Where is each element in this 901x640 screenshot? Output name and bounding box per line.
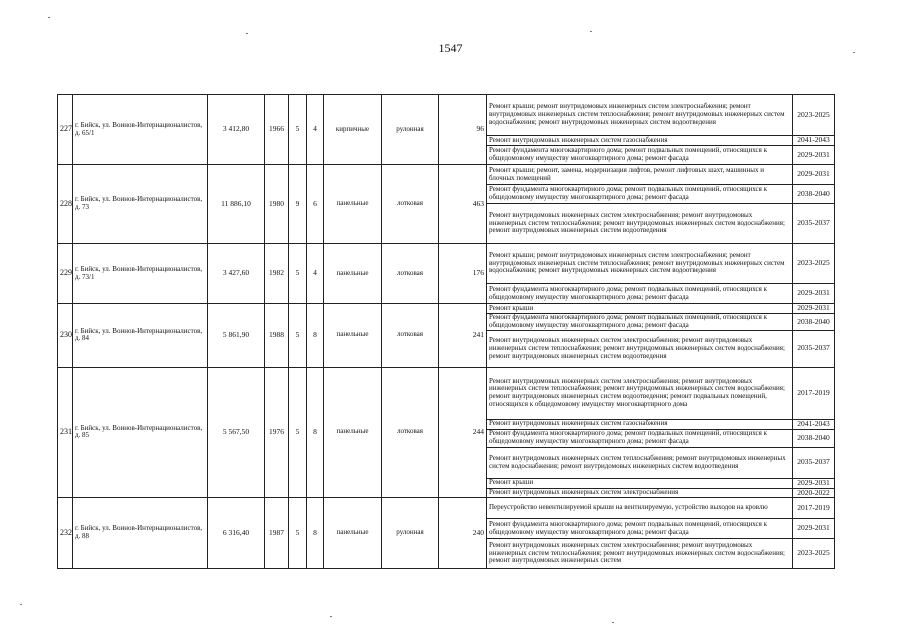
work-period-cell: 2029-2031: [793, 304, 835, 314]
table-row: [58, 304, 835, 314]
work-description-cell: Ремонт внутридомовых инженерных систем газоснабжения: [487, 419, 793, 429]
build-year-cell: 1966: [265, 95, 289, 165]
wall-material-cell: панельные: [324, 244, 382, 304]
work-period-cell: 2038-2040: [793, 314, 835, 331]
address-cell: г. Бийск, ул. Воинов-Интернационалистов, д. 65/1: [73, 95, 208, 165]
wall-material-cell: панельные: [324, 498, 382, 569]
apartments-cell: 240: [439, 498, 487, 569]
apartments-cell: 96: [439, 95, 487, 165]
table-row: [58, 244, 835, 284]
total-area-cell: 5 861,90: [208, 304, 265, 368]
roof-type-cell: лотковая: [382, 165, 439, 244]
apartments-cell: 176: [439, 244, 487, 304]
build-year-cell: 1976: [265, 367, 289, 497]
total-area-cell: 3 427,60: [208, 244, 265, 304]
total-area-cell: 5 567,50: [208, 367, 265, 497]
work-description-cell: Ремонт внутридомовых инженерных систем электроснабжения; ремонт внутридомовых инженерных систем теплоснабжения; ремонт внутридомовых инженерных систем водоснабжения; ремонт внутридомовых инженерных систем водоотведения: [487, 204, 793, 244]
housing-register-table: [57, 94, 835, 569]
work-period-cell: 2029-2031: [793, 146, 835, 165]
work-period-cell: 2035-2037: [793, 330, 835, 367]
address-cell: г. Бийск, ул. Воинов-Интернационалистов, д. 88: [73, 498, 208, 569]
work-description-cell: Ремонт фундамента многоквартирного дома; ремонт подвальных помещений, относящихся к общедомовому имуществу многоквартирного дома; ремонт фасада: [487, 146, 793, 165]
build-year-cell: 1982: [265, 244, 289, 304]
total-area-cell: 3 412,80: [208, 95, 265, 165]
floors-cell: 5: [289, 244, 307, 304]
row-number-cell: 231: [58, 367, 73, 497]
work-description-cell: Ремонт фундамента многоквартирного дома; ремонт подвальных помещений, относящихся к общедомовому имуществу многоквартирного дома; ремонт фасада: [487, 519, 793, 539]
work-description-cell: Ремонт крыши; ремонт, замена, модернизация лифтов, ремонт лифтовых шахт, машинных и блочных помещений: [487, 165, 793, 185]
floors-cell: 5: [289, 367, 307, 497]
work-period-cell: 2017-2019: [793, 367, 835, 419]
row-number-cell: 227: [58, 95, 73, 165]
roof-type-cell: рулонная: [382, 95, 439, 165]
work-period-cell: 2023-2025: [793, 244, 835, 284]
address-cell: г. Бийск, ул. Воинов-Интернационалистов, д. 84: [73, 304, 208, 368]
build-year-cell: 1980: [265, 165, 289, 244]
work-period-cell: 2029-2031: [793, 284, 835, 304]
work-description-cell: Ремонт внутридомовых инженерных систем электроснабжения; ремонт внутридомовых инженерных систем теплоснабжения; ремонт внутридомовых инженерных систем водоснабжения; ремонт внутридомовых инженерных систем водоотведения: [487, 330, 793, 367]
work-period-cell: 2038-2040: [793, 185, 835, 204]
wall-material-cell: панельные: [324, 304, 382, 368]
address-cell: г. Бийск, ул. Воинов-Интернационалистов, д. 73/1: [73, 244, 208, 304]
address-cell: г. Бийск, ул. Воинов-Интернационалистов, д. 73: [73, 165, 208, 244]
roof-type-cell: рулонная: [382, 498, 439, 569]
row-number-cell: 229: [58, 244, 73, 304]
work-description-cell: Ремонт фундамента многоквартирного дома; ремонт подвальных помещений, относящихся к общедомовому имуществу многоквартирного дома; ремонт фасада: [487, 185, 793, 204]
work-period-cell: 2029-2031: [793, 478, 835, 488]
apartments-cell: 241: [439, 304, 487, 368]
work-description-cell: Ремонт фундамента многоквартирного дома; ремонт подвальных помещений, относящихся к общедомовому имуществу многоквартирного дома; ремонт фасада: [487, 284, 793, 304]
work-description-cell: Ремонт крыши: [487, 304, 793, 314]
work-period-cell: 2017-2019: [793, 498, 835, 519]
work-description-cell: Ремонт внутридомовых инженерных систем электроснабжения: [487, 488, 793, 497]
wall-material-cell: панельные: [324, 165, 382, 244]
floors-cell: 5: [289, 95, 307, 165]
roof-type-cell: лотковая: [382, 304, 439, 368]
total-area-cell: 6 316,40: [208, 498, 265, 569]
work-description-cell: Переустройство невентилируемой крыши на вентилируемую, устройство выходов на кровлю: [487, 498, 793, 519]
address-cell: г. Бийск, ул. Воинов-Интернационалистов, д. 85: [73, 367, 208, 497]
work-period-cell: 2029-2031: [793, 519, 835, 539]
build-year-cell: 1987: [265, 498, 289, 569]
entrances-cell: 8: [307, 304, 324, 368]
work-description-cell: Ремонт внутридомовых инженерных систем электроснабжения; ремонт внутридомовых инженерных систем теплоснабжения; ремонт внутридомовых инженерных систем водоснабжения; ремонт внутридомовых инженерных систем: [487, 539, 793, 569]
build-year-cell: 1988: [265, 304, 289, 368]
work-period-cell: 2023-2025: [793, 539, 835, 569]
roof-type-cell: лотковая: [382, 367, 439, 497]
work-period-cell: 2038-2040: [793, 429, 835, 447]
table-row: [58, 165, 835, 185]
entrances-cell: 4: [307, 244, 324, 304]
table-row: [58, 367, 835, 419]
work-period-cell: 2029-2031: [793, 165, 835, 185]
work-description-cell: Ремонт внутридомовых инженерных систем электроснабжения; ремонт внутридомовых инженерных систем теплоснабжения; ремонт внутридомовых инженерных систем водоснабжения; ремонт внутридомовых инженерных систем водоотведения; ремонт подвальных помещений, относящихся к общедомовому имуществу многоквартирного дома: [487, 367, 793, 419]
work-period-cell: 2023-2025: [793, 95, 835, 136]
floors-cell: 5: [289, 304, 307, 368]
row-number-cell: 230: [58, 304, 73, 368]
entrances-cell: 8: [307, 498, 324, 569]
entrances-cell: 8: [307, 367, 324, 497]
wall-material-cell: кирпичные: [324, 95, 382, 165]
table-row: [58, 95, 835, 136]
work-description-cell: Ремонт внутридомовых инженерных систем теплоснабжения; ремонт внутридомовых инженерных систем водоснабжения; ремонт внутридомовых инженерных систем водоотведения: [487, 447, 793, 478]
apartments-cell: 463: [439, 165, 487, 244]
work-period-cell: 2041-2043: [793, 136, 835, 146]
page-number: 1547: [438, 41, 463, 55]
work-description-cell: Ремонт фундамента многоквартирного дома; ремонт подвальных помещений, относящихся к общедомовому имуществу многоквартирного дома; ремонт фасада: [487, 429, 793, 447]
work-period-cell: 2035-2037: [793, 204, 835, 244]
roof-type-cell: лотковая: [382, 244, 439, 304]
work-period-cell: 2041-2043: [793, 419, 835, 429]
entrances-cell: 4: [307, 95, 324, 165]
row-number-cell: 232: [58, 498, 73, 569]
register-body: [58, 95, 835, 569]
floors-cell: 5: [289, 498, 307, 569]
row-number-cell: 228: [58, 165, 73, 244]
work-period-cell: 2035-2037: [793, 447, 835, 478]
work-description-cell: Ремонт крыши; ремонт внутридомовых инженерных систем электроснабжения; ремонт внутридомовых инженерных систем теплоснабжения; ремонт внутридомовых инженерных систем водоснабжения; ремонт внутридомовых инженерных систем водоотведения: [487, 95, 793, 136]
apartments-cell: 244: [439, 367, 487, 497]
work-description-cell: Ремонт крыши: [487, 478, 793, 488]
work-description-cell: Ремонт фундамента многоквартирного дома; ремонт подвальных помещений, относящихся к общедомовому имуществу многоквартирного дома; ремонт фасада: [487, 314, 793, 331]
entrances-cell: 6: [307, 165, 324, 244]
total-area-cell: 11 886,10: [208, 165, 265, 244]
table-row: [58, 498, 835, 519]
work-description-cell: Ремонт крыши; ремонт внутридомовых инженерных систем электроснабжения; ремонт внутридомовых инженерных систем теплоснабжения; ремонт внутридомовых инженерных систем водоснабжения; ремонт внутридомовых инженерных систем водоотведения: [487, 244, 793, 284]
work-description-cell: Ремонт внутридомовых инженерных систем газоснабжения: [487, 136, 793, 146]
floors-cell: 9: [289, 165, 307, 244]
work-period-cell: 2020-2022: [793, 488, 835, 497]
wall-material-cell: панельные: [324, 367, 382, 497]
